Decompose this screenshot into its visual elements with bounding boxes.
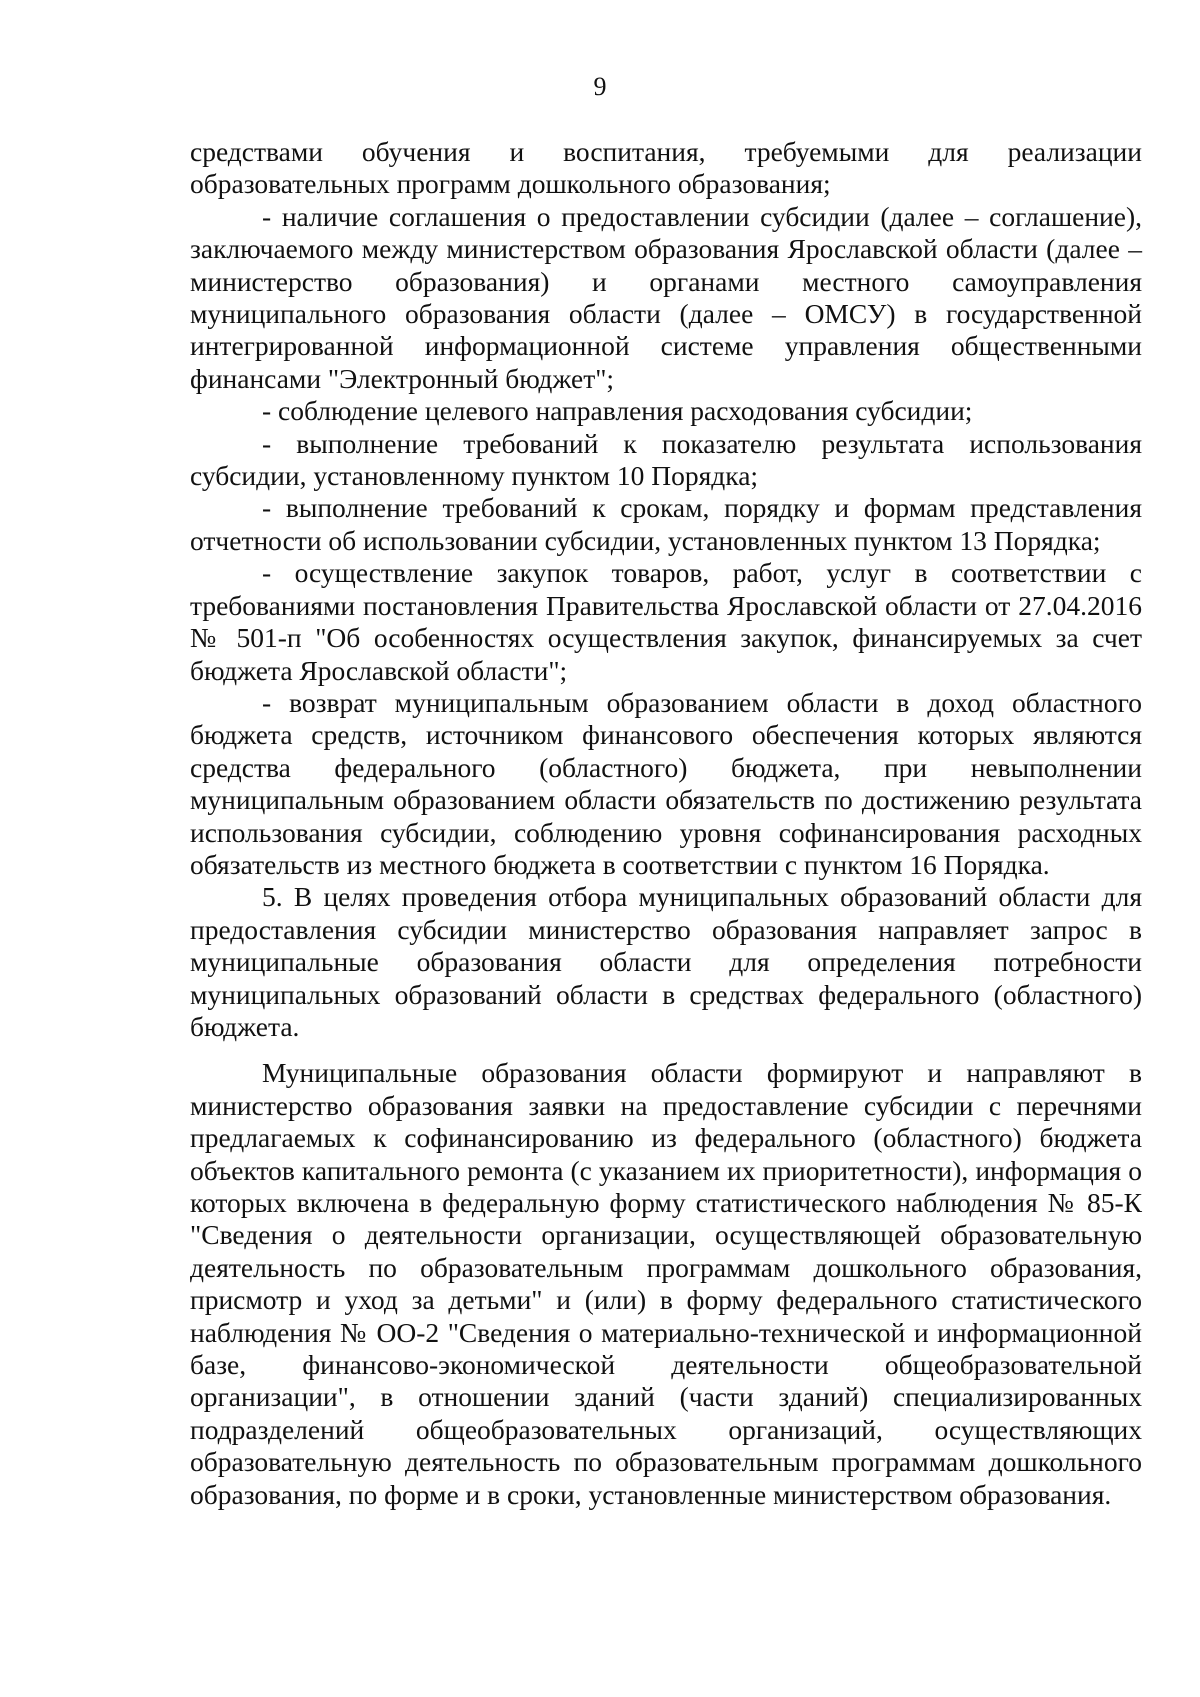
page-number: 9	[593, 72, 607, 101]
paragraph-applications: Муниципальные образования области формируют и направляют в министерство образования заявки на предоставление субсидии с перечнями предлагаемых к софинансированию из федерального (областного) бюджета объектов капитального ремонта (с указанием их приоритетности), информация о которых включена в федеральную форму статистического наблюдения № 85-К "Сведения о деятельности организации, осуществляющей образовательную деятельность по образовательным программам дошкольного образования, присмотр и уход за детьми" и (или) в форму федерального статистического наблюдения № ОО-2 "Сведения о материально-технической и информационной базе, финансово-экономической деятельности общеобразовательной организации", в отношении зданий (части зданий) специализированных подразделений общеобразовательных организаций, осуществляющих образовательную деятельность по образовательным программам дошкольного образования, по форме и в сроки, установленные министерством образования.	[190, 1057, 1142, 1510]
paragraph-refund: - возврат муниципальным образованием области в доход областного бюджета средств, источником финансового обеспечения которых являются средства федерального (областного) бюджета, при невыполнении муниципальным образованием области обязательств по достижению результата использования субсидии, соблюдению уровня софинансирования расходных обязательств из местного бюджета в соответствии с пунктом 16 Порядка.	[190, 686, 1142, 880]
paragraph-reporting: - выполнение требований к срокам, порядку и формам представления отчетности об использовании субсидии, установленных пунктом 13 Порядка;	[190, 492, 1142, 556]
paragraph-procurement: - осуществление закупок товаров, работ, услуг в соответствии с требованиями постановления Правительства Ярославской области от 27.04.2016 № 501-п "Об особенностях осуществления закупок, финансируемых за счет бюджета Ярославской области";	[190, 557, 1142, 686]
paragraph-continuation: средствами обучения и воспитания, требуемыми для реализации образовательных программ дошкольного образования;	[190, 136, 1142, 200]
paragraph-result-indicator: - выполнение требований к показателю результата использования субсидии, установленному пунктом 10 Порядка;	[190, 427, 1142, 492]
paragraph-target-use: - соблюдение целевого направления расходования субсидии;	[262, 395, 973, 427]
document-body	[190, 136, 1142, 1511]
paragraph-agreement: - наличие соглашения о предоставлении субсидии (далее – соглашение), заключаемого между министерством образования Ярославской области (далее – министерство образования) и органами местного самоуправления муниципального образования области (далее – ОМСУ) в государственной интегрированной информационной системе управления общественными финансами "Электронный бюджет";	[190, 200, 1142, 394]
paragraph-item-5: 5. В целях проведения отбора муниципальных образований области для предоставления субсидии министерство образования направляет запрос в муниципальные образования области для определения потребности муниципальных образований области в средствах федерального (областного) бюджета.	[190, 881, 1142, 1042]
